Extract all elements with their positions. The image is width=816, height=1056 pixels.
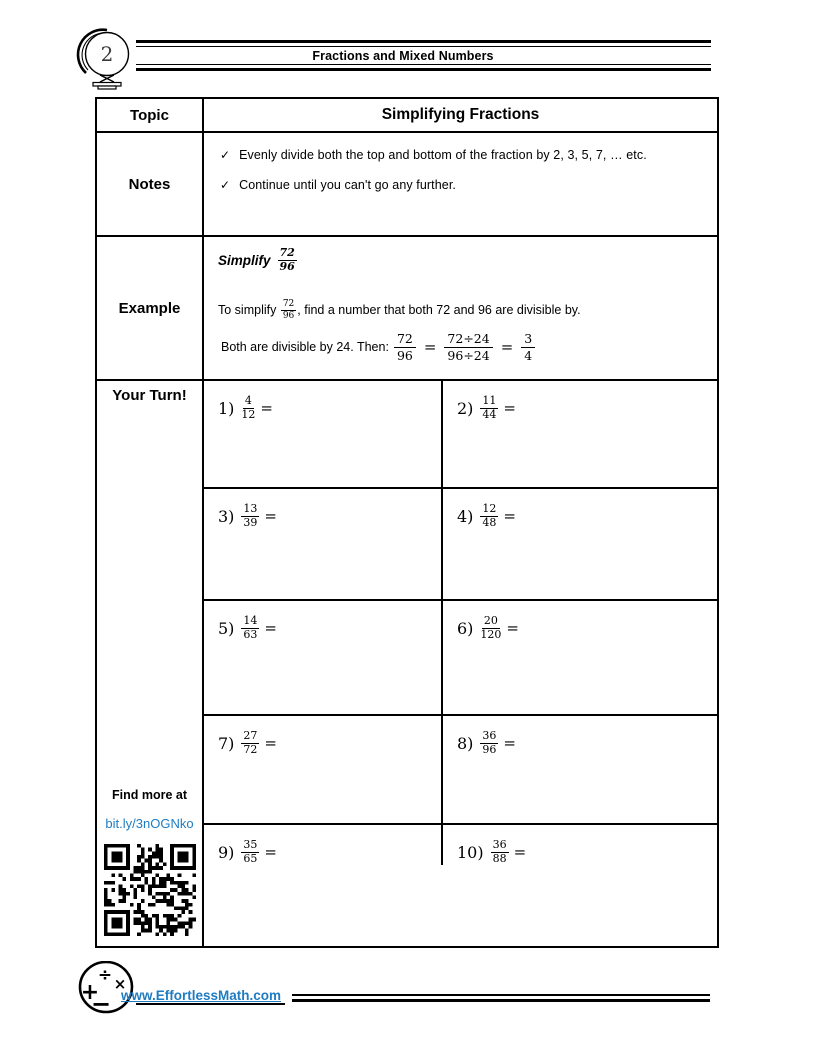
problem (457, 615, 717, 641)
problem (218, 503, 441, 529)
fraction: $\frac{36}{88}$ (492, 838, 507, 865)
problem-number: 8) (457, 733, 474, 753)
problem-cell (204, 489, 443, 601)
fraction: $\frac{4}{12}$ (241, 394, 256, 421)
problem (218, 839, 441, 865)
notes-label: Notes (97, 133, 204, 237)
globe-page-number-icon (74, 27, 136, 93)
header-rule-bottom-thin (95, 64, 711, 65)
fraction: $\frac{20}{120}$ (480, 614, 502, 641)
problem-number: 5) (218, 618, 235, 638)
note-text: Evenly divide both the top and bottom of the fraction by 2, 3, 5, 7, … etc. (239, 148, 647, 162)
fraction: $\frac{14}{63}$ (243, 614, 258, 641)
equals-sign: = (503, 507, 516, 526)
topic-value: Simplifying Fractions (204, 99, 717, 133)
equals-sign: = (506, 619, 519, 638)
equals-sign: = (260, 399, 273, 418)
fraction: $\frac{27}{72}$ (243, 729, 258, 756)
example-heading (218, 247, 709, 273)
problem-cell (443, 716, 717, 825)
find-more-block (104, 788, 196, 936)
your-turn-label: Your Turn! (112, 387, 187, 404)
equals-sign: = (264, 619, 277, 638)
your-turn-sidebar (97, 381, 204, 946)
problem-number: 6) (457, 618, 474, 638)
problem (457, 503, 717, 529)
plus-icon: + (80, 980, 100, 1005)
equals-sign: = (423, 338, 437, 357)
bitly-link[interactable]: bit.ly/3nOGNko (105, 816, 194, 831)
problem-number: 1) (218, 398, 235, 418)
equals-sign: = (264, 843, 277, 862)
footer-rule-thick (292, 999, 710, 1002)
example-solution: Both are divisible by 24. Then: $\frac{72}{96}$ = $\frac{72\div 24}{96\div 24}$ = $\frac{3}{4}$ (218, 331, 709, 363)
problems-grid (204, 381, 717, 946)
divide-icon: ÷ (97, 965, 113, 985)
minus-icon: − (90, 990, 112, 1015)
problem-number: 9) (218, 842, 235, 862)
problem (218, 615, 441, 641)
page-number: 2 (100, 42, 114, 66)
problem-cell (204, 825, 443, 865)
fraction: $\frac{72}{96}$ (279, 246, 295, 273)
fraction: $\frac{12}{48}$ (482, 502, 497, 529)
multiply-icon: × (113, 975, 127, 993)
fraction: $\frac{13}{39}$ (243, 502, 258, 529)
problem-number: 4) (457, 506, 474, 526)
problem-cell (443, 489, 717, 601)
footer-website-link[interactable]: www.EffortlessMath.com (121, 988, 282, 1003)
problem-cell (204, 601, 443, 716)
fraction: $\frac{72}{96}$ (394, 331, 416, 363)
fraction: $\frac{35}{65}$ (243, 838, 258, 865)
problem-number: 2) (457, 398, 474, 418)
problem-number: 10) (457, 842, 484, 862)
header-rule-top-thin (95, 46, 711, 47)
worksheet-table (95, 97, 719, 948)
fraction: $\frac{72}{96}$ (282, 299, 295, 321)
fraction: $\frac{72\div 24}{96\div 24}$ (444, 331, 492, 363)
problem-cell (443, 381, 717, 489)
example-label: Example (97, 237, 204, 381)
page-header-title: Fractions and Mixed Numbers (312, 49, 494, 63)
find-more-text: Find more at (111, 788, 187, 802)
problem-cell (443, 825, 717, 865)
equals-sign: = (264, 507, 277, 526)
topic-label: Topic (97, 99, 204, 133)
example-heading-word: Simplify (218, 252, 271, 268)
problem-number: 3) (218, 506, 235, 526)
problem (457, 839, 717, 865)
problem-cell (204, 716, 443, 825)
equals-sign: = (513, 843, 527, 862)
equals-sign: = (500, 338, 514, 357)
equals-sign: = (264, 734, 277, 753)
problem (218, 395, 441, 421)
header-rule-top-thick (95, 40, 711, 43)
problem-cell (443, 601, 717, 716)
check-icon: ✓ (220, 177, 231, 192)
fraction: $\frac{36}{96}$ (482, 729, 497, 756)
note-item (220, 177, 707, 194)
example-sentence: To simplify $\frac{72}{96}$ , find a number that both 72 and 96 are divisible by. (218, 299, 581, 321)
footer-rule-thin (292, 994, 710, 996)
problem (457, 730, 717, 756)
fraction: $\frac{11}{44}$ (482, 394, 497, 421)
problem-number: 7) (218, 733, 235, 753)
equals-sign: = (503, 734, 516, 753)
equals-sign: = (503, 399, 516, 418)
problem (457, 395, 717, 421)
problem (218, 730, 441, 756)
example-content (204, 237, 717, 381)
fraction: $\frac{3}{4}$ (521, 331, 535, 363)
qr-code (104, 844, 196, 936)
problem-cell (204, 381, 443, 489)
note-text: Continue until you can't go any further. (239, 177, 457, 192)
header-rule-bottom-thick (95, 68, 711, 71)
check-icon: ✓ (220, 148, 231, 162)
note-item (220, 147, 707, 164)
notes-content (204, 133, 717, 237)
